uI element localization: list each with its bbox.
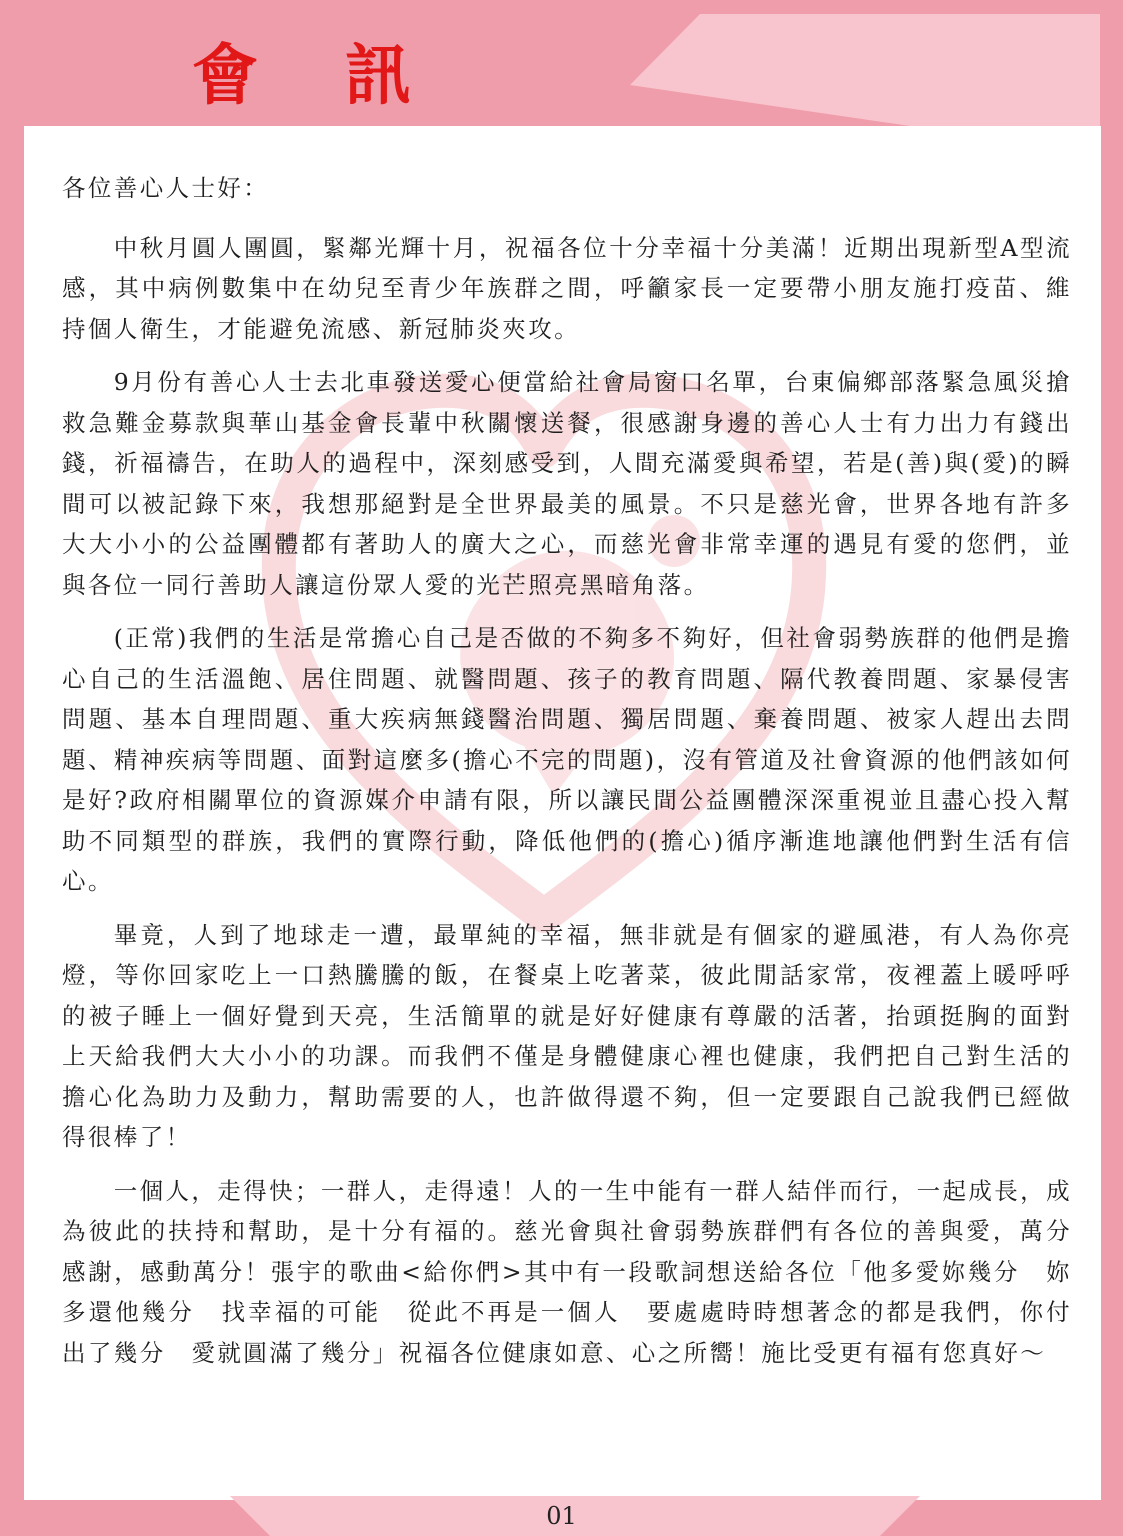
letter-greeting: 各位善心人士好： xyxy=(62,174,270,202)
letter-paragraph: 中秋月圓人團圓，緊鄰光輝十月，祝福各位十分幸福十分美滿！近期出現新型A型流感，其中病例數集中在幼兒至青少年族群之間，呼籲家長一定要帶小朋友施打疫苗、維持個人衛生，才能避免流感、新冠肺炎夾攻。 xyxy=(62,233,1072,343)
letter-paragraph: (正常)我們的生活是常擔心自己是否做的不夠多不夠好，但社會弱勢族群的他們是擔心自己的生活溫飽、居住問題、就醫問題、孩子的教育問題、隔代教養問題、家暴侵害問題、基本自理問題、重大疾病無錢醫治問題、獨居問題、棄養問題、被家人趕出去問題、精神疾病等問題、面對這麼多(擔心不完的問題)，沒有管道及社會資源的他們該如何是好?政府相關單位的資源媒介申請有限，所以讓民間公益團體深深重視並且盡心投入幫助不同類型的群族，我們的實際行動，降低他們的(擔心)循序漸進地讓他們對生活有信心。 xyxy=(62,624,1072,895)
letter-card xyxy=(24,126,1101,1500)
page-title: 會 訊 xyxy=(192,36,443,114)
letter-body xyxy=(62,168,1072,1386)
letter-paragraph: 一個人，走得快；一群人，走得遠！人的一生中能有一群人結伴而行，一起成長，成為彼此的扶持和幫助，是十分有福的。慈光會與社會弱勢族群們有各位的善與愛，萬分感謝，感動萬分！張宇的歌曲<給你們>其中有一段歌詞想送給各位「他多愛妳幾分 妳多還他幾分 找幸福的可能 從此不再是一個人 要處處時時想著念的都是我們，你付出了幾分 愛就圓滿了幾分」祝福各位健康如意、心之所嚮！施比受更有福有您真好～ xyxy=(62,1176,1072,1367)
page-number: 01 xyxy=(546,1502,577,1530)
letter-paragraph: 畢竟，人到了地球走一遭，最單純的幸福，無非就是有個家的避風港，有人為你亮燈，等你回家吃上一口熱騰騰的飯，在餐桌上吃著菜，彼此閒話家常，夜裡蓋上暖呼呼的被子睡上一個好覺到天亮，生活簡單的就是好好健康有尊嚴的活著，抬頭挺胸的面對上天給我們大大小小的功課。而我們不僅是身體健康心裡也健康，我們把自己對生活的擔心化為助力及動力，幫助需要的人，也許做得還不夠，但一定要跟自己說我們已經做得很棒了！ xyxy=(62,920,1072,1151)
letter-paragraph: 9月份有善心人士去北車發送愛心便當給社會局窗口名單，台東偏鄉部落緊急風災搶救急難金募款與華山基金會長輩中秋關懷送餐，很感謝身邊的善心人士有力出力有錢出錢，祈福禱告，在助人的過程中，深刻感受到，人間充滿愛與希望，若是(善)與(愛)的瞬間可以被記錄下來，我想那絕對是全世界最美的風景。不只是慈光會，世界各地有許多大大小小的公益團體都有著助人的廣大之心，而慈光會非常幸運的遇見有愛的您們，並與各位一同行善助人讓這份眾人愛的光芒照亮黑暗角落。 xyxy=(62,368,1072,599)
